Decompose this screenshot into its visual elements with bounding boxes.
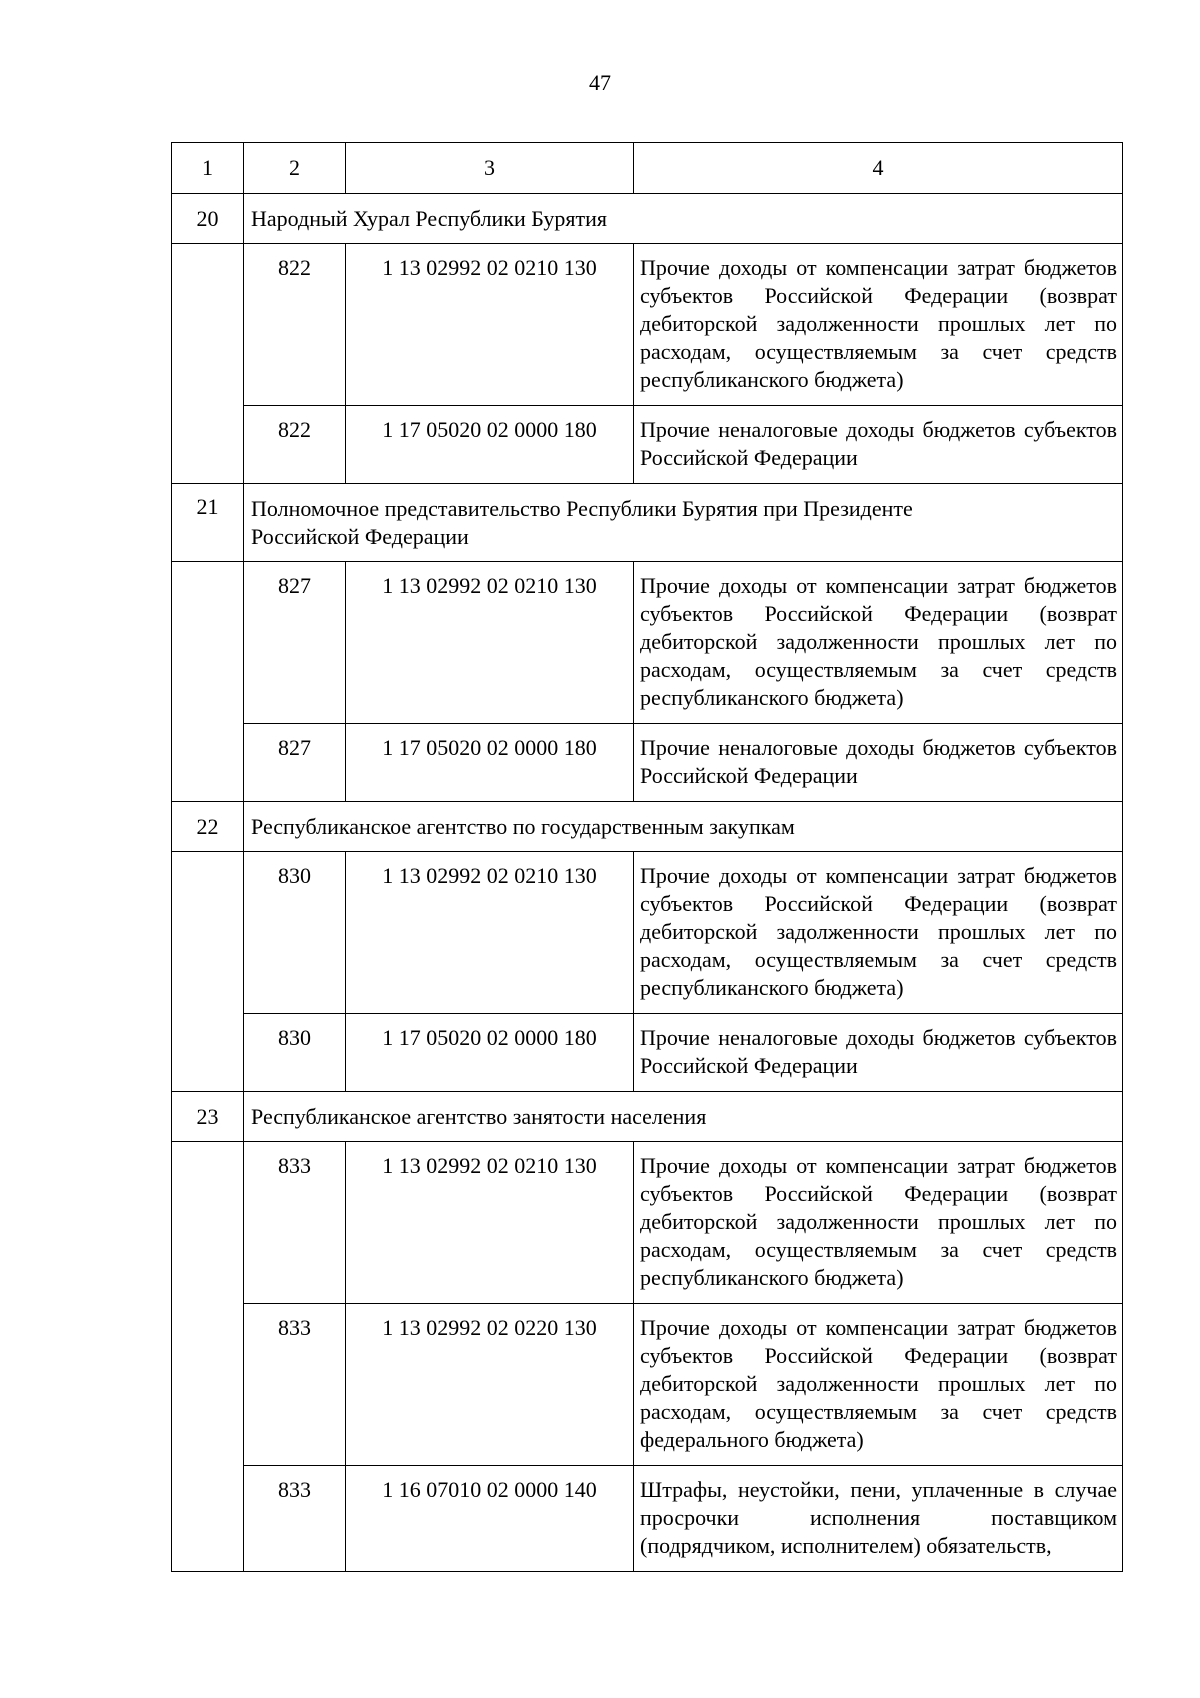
section-number: 22 — [172, 802, 244, 852]
section-span-cell — [172, 852, 244, 1092]
revenue-code-cell: 1 13 02992 02 0210 130 — [346, 562, 634, 724]
revenue-code-cell: 1 13 02992 02 0210 130 — [346, 1142, 634, 1304]
revenue-description-cell: Прочие доходы от компенсации затрат бюджетов субъектов Российской Федерации (возврат дебиторской задолженности прошлых лет по расходам, осуществляемым за счет средств республиканского бюджета) — [634, 244, 1123, 406]
admin-code-cell: 830 — [244, 1014, 346, 1092]
admin-code-cell: 833 — [244, 1466, 346, 1572]
admin-code-cell: 827 — [244, 724, 346, 802]
revenue-description-cell: Прочие доходы от компенсации затрат бюджетов субъектов Российской Федерации (возврат дебиторской задолженности прошлых лет по расходам, осуществляемым за счет средств республиканского бюджета) — [634, 852, 1123, 1014]
section-row — [172, 194, 1123, 244]
revenue-code-cell: 1 17 05020 02 0000 180 — [346, 406, 634, 484]
admin-code-cell: 830 — [244, 852, 346, 1014]
revenue-code-cell: 1 17 05020 02 0000 180 — [346, 1014, 634, 1092]
section-number: 21 — [172, 484, 244, 562]
revenue-description-cell: Прочие доходы от компенсации затрат бюджетов субъектов Российской Федерации (возврат дебиторской задолженности прошлых лет по расходам, осуществляемым за счет средств республиканского бюджета) — [634, 1142, 1123, 1304]
revenue-description-cell: Прочие неналоговые доходы бюджетов субъектов Российской Федерации — [634, 724, 1123, 802]
page-number: 47 — [589, 70, 611, 95]
section-title: Полномочное представительство Республики Бурятия при Президенте Российской Федерации — [244, 484, 1123, 562]
column-number-header-row — [172, 143, 1123, 194]
section-row — [172, 1092, 1123, 1142]
admin-code-cell: 833 — [244, 1142, 346, 1304]
revenue-description-cell: Прочие неналоговые доходы бюджетов субъектов Российской Федерации — [634, 1014, 1123, 1092]
section-span-cell — [172, 244, 244, 484]
admin-code-cell: 822 — [244, 244, 346, 406]
revenue-code-cell: 1 13 02992 02 0220 130 — [346, 1304, 634, 1466]
revenue-description-cell: Штрафы, неустойки, пени, уплаченные в случае просрочки исполнения поставщиком (подрядчиком, исполнителем) обязательств, — [634, 1466, 1123, 1572]
revenue-code-cell: 1 13 02992 02 0210 130 — [346, 244, 634, 406]
section-row — [172, 484, 1123, 562]
revenue-code-cell: 1 16 07010 02 0000 140 — [346, 1466, 634, 1572]
revenue-description-cell: Прочие доходы от компенсации затрат бюджетов субъектов Российской Федерации (возврат дебиторской задолженности прошлых лет по расходам, осуществляемым за счет средств республиканского бюджета) — [634, 562, 1123, 724]
table-row — [172, 1466, 1123, 1572]
section-title: Республиканское агентство по государственным закупкам — [244, 802, 1123, 852]
table-row — [172, 1142, 1123, 1304]
revenue-codes-table — [171, 142, 1123, 1572]
column-header: 3 — [346, 143, 634, 194]
table-row — [172, 406, 1123, 484]
section-span-cell — [172, 562, 244, 802]
section-row — [172, 802, 1123, 852]
table-row — [172, 562, 1123, 724]
admin-code-cell: 822 — [244, 406, 346, 484]
section-title: Республиканское агентство занятости населения — [244, 1092, 1123, 1142]
admin-code-cell: 833 — [244, 1304, 346, 1466]
admin-code-cell: 827 — [244, 562, 346, 724]
section-number: 23 — [172, 1092, 244, 1142]
section-title: Народный Хурал Республики Бурятия — [244, 194, 1123, 244]
column-header: 2 — [244, 143, 346, 194]
table-row — [172, 852, 1123, 1014]
revenue-code-cell: 1 13 02992 02 0210 130 — [346, 852, 634, 1014]
column-header: 1 — [172, 143, 244, 194]
revenue-description-cell: Прочие доходы от компенсации затрат бюджетов субъектов Российской Федерации (возврат дебиторской задолженности прошлых лет по расходам, осуществляемым за счет средств федерального бюджета) — [634, 1304, 1123, 1466]
revenue-description-cell: Прочие неналоговые доходы бюджетов субъектов Российской Федерации — [634, 406, 1123, 484]
table-row — [172, 724, 1123, 802]
section-number: 20 — [172, 194, 244, 244]
table-row — [172, 244, 1123, 406]
table-row — [172, 1304, 1123, 1466]
table-row — [172, 1014, 1123, 1092]
section-span-cell — [172, 1142, 244, 1572]
column-header: 4 — [634, 143, 1123, 194]
revenue-code-cell: 1 17 05020 02 0000 180 — [346, 724, 634, 802]
